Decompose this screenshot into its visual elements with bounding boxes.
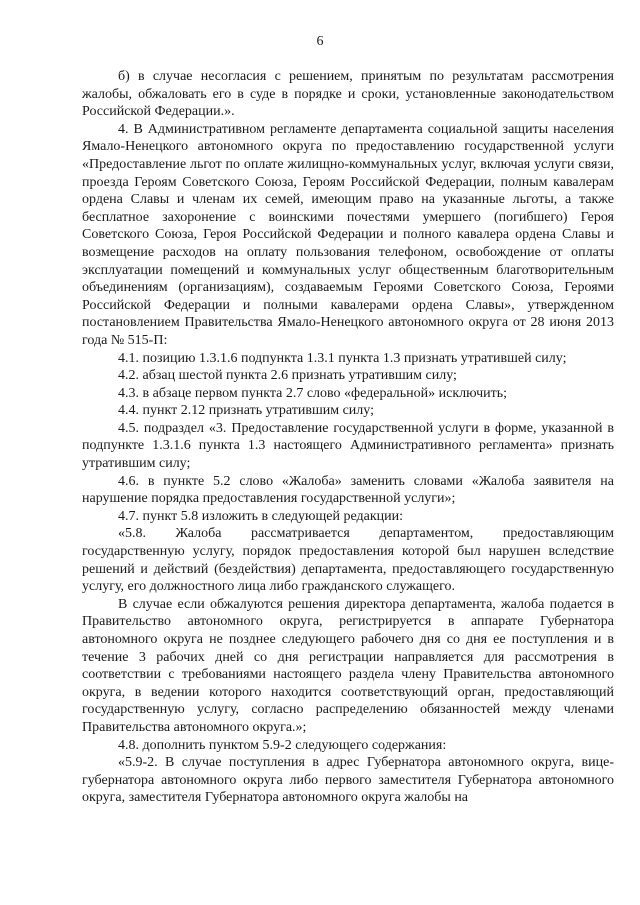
paragraph: «5.8. Жалоба рассматривается департаментом, предоставляющим государственную услугу, порядок предоставления которой был нарушен вследствие решений и действий (бездействия) департамента, предоставляющего государственную услугу, его должностного лица либо гражданского служащего.: [82, 526, 614, 595]
paragraph: 4.3. в абзаце первом пункта 2.7 слово «федеральной» исключить;: [118, 385, 508, 401]
document-body: [82, 68, 614, 807]
paragraph: 4.6. в пункте 5.2 слово «Жалоба» заменить словами «Жалоба заявителя на нарушение порядка предоставления государственной услуги»;: [82, 473, 614, 507]
paragraph: 4.7. пункт 5.8 изложить в следующей редакции:: [118, 508, 403, 524]
paragraph: В случае если обжалуются решения директора департамента, жалоба подается в Правительство автономного округа, регистрируется в аппарате Губернатора автономного округа не позднее следующего рабочего дня со дня ее поступления и в течение 3 рабочих дней со дня регистрации направляется для рассмотрения в соответствии с требованиями настоящего раздела члену Правительства автономного округа, в ведении которого находится соответствующий орган, предоставляющий государственную услугу, согласно распределению обязанностей между членами Правительства автономного округа.»;: [82, 596, 614, 735]
paragraph: 4.8. дополнить пунктом 5.9-2 следующего содержания:: [118, 737, 447, 753]
paragraph: 4. В Административном регламенте департамента социальной защиты населения Ямало-Ненецкого автономного округа по предоставлению государственной услуги «Предоставление льгот по оплате жилищно-коммунальных услуг, включая услуги связи, проезда Героям Советского Союза, Героям Российской Федерации, полным кавалерам ордена Славы и членам их семей, имеющим право на указанные льготы, а также бесплатное захоронение с воинскими почестями умершего (погибшего) Героя Советского Союза, Героя Российской Федерации и полного кавалера ордена Славы и возмещение расходов на оплату пользования телефоном, освобождение от оплаты эксплуатации помещений и коммунальных услуг общественным благотворительным объединениям (организациям), создаваемым Героями Советского Союза, Героями Российской Федерации и полными кавалерами ордена Славы», утвержденном постановлением Правительства Ямало-Ненецкого автономного округа от 28 июня 2013 года № 515-П:: [82, 121, 614, 348]
paragraph: 4.5. подраздел «3. Предоставление государственной услуги в форме, указанной в подпункте 1.3.1.6 пункта 1.3 настоящего Административного регламента» признать утратившим силу;: [82, 420, 614, 472]
page-number: 6: [316, 34, 324, 49]
paragraph: 4.2. абзац шестой пункта 2.6 признать утратившим силу;: [118, 368, 457, 384]
paragraph: 4.4. пункт 2.12 признать утратившим силу;: [118, 403, 374, 419]
paragraph: 4.1. позицию 1.3.1.6 подпункта 1.3.1 пункта 1.3 признать утратившей силу;: [118, 350, 567, 366]
paragraph: б) в случае несогласия с решением, принятым по результатам рассмотрения жалобы, обжаловать его в суде в порядке и сроки, установленные законодательством Российской Федерации.».: [82, 69, 614, 120]
paragraph: «5.9-2. В случае поступления в адрес Губернатора автономного округа, вице-губернатора автономного округа либо первого заместителя Губернатора автономного округа, заместителя Губернатора автономного округа жалобы на: [82, 755, 614, 806]
